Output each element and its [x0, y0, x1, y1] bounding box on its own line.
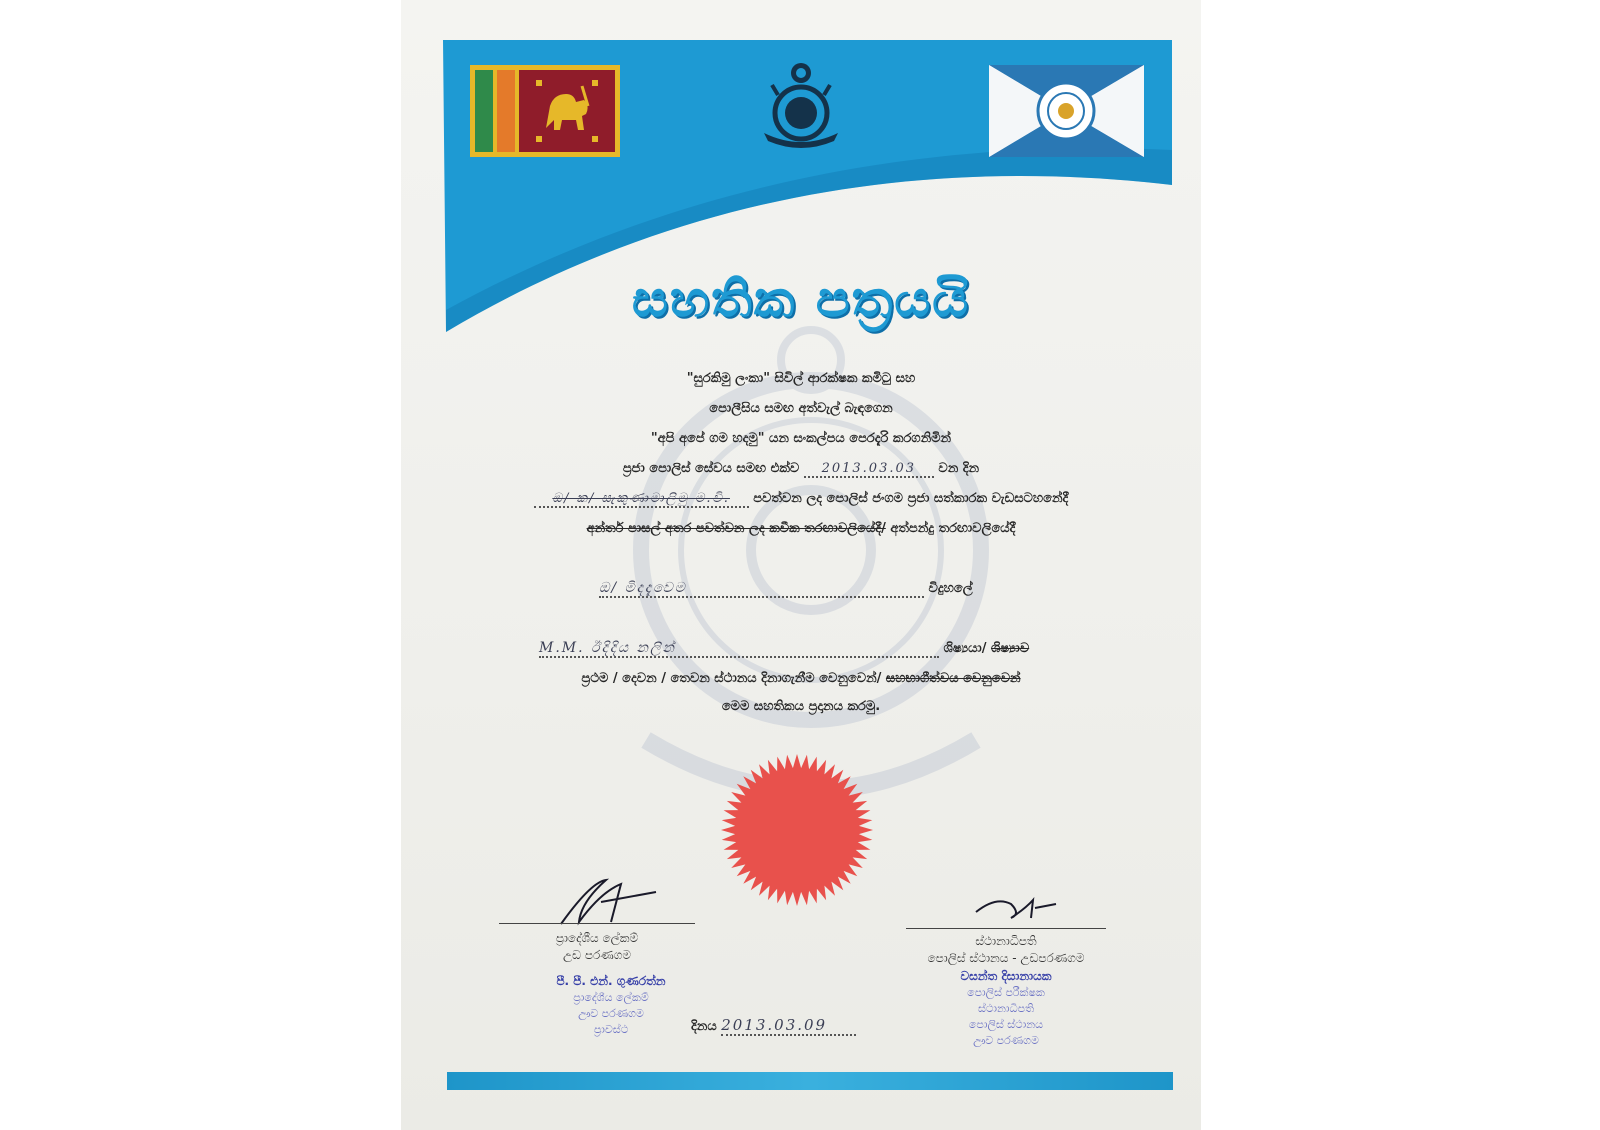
event-date-prefix: ප්‍රජා පොලිස් සේවය සමඟ එක්ව [622, 461, 800, 476]
left-stamp-block [511, 990, 711, 1038]
right-stamp-line: පොලිස් ස්ථානය [968, 1018, 1044, 1031]
school-value: ඔ/ මිදදැ‍වෙම [599, 580, 924, 598]
competition-struck-text: අන්තර් පාසල් අතර පවත්වන ලද කවීක තරඟාවලියේදී/ [586, 521, 886, 536]
event-date-value: 2013.03.03 [804, 461, 934, 478]
right-stamp-block [896, 985, 1116, 1049]
right-stamp-line: ස්ථානාධිපති [977, 1002, 1035, 1015]
right-signatory-title: ස්ථානාධිපති [975, 934, 1037, 948]
school-label: විදුහලේ [928, 581, 973, 596]
event-date-suffix: වන දින [938, 461, 980, 476]
right-stamp-line: පොලිස් පරීක්ෂක [967, 986, 1045, 999]
issue-date-field [691, 1016, 856, 1036]
right-signature-icon [971, 890, 1061, 930]
right-signature-line [906, 928, 1106, 929]
placement-kept-text: ප්‍රථම / දෙවන / තෙවන ස්ථානය දිනාගැනීම වෙනුවෙන්/ [581, 671, 882, 686]
event-date-line [401, 461, 1201, 478]
left-signatory-block [499, 930, 695, 964]
left-stamp-line: ඌව පරණගම [578, 1007, 644, 1020]
flag-green-stripe [475, 70, 493, 152]
body-line-3: "අපි අපේ ගම හදමු" යන සංකල්පය පෙරදැරි කරගනිමින් [650, 431, 952, 446]
flag-lion-field [519, 70, 615, 152]
competition-kept-text: අත්පන්දු තරඟාවලියේදී [890, 521, 1016, 536]
venue-line [401, 491, 1201, 508]
left-signature-line [499, 923, 695, 924]
venue-value: ඔ/ ක/ සැකුණාමාලිමු ම.වි. [534, 491, 749, 508]
right-stamp-name: වසන්ත දිසානායක [960, 969, 1052, 983]
placement-line [401, 671, 1201, 686]
left-stamp-line: ප්‍රාවස්ථ [593, 1023, 629, 1036]
student-field [539, 640, 1029, 658]
police-emblem-icon [756, 55, 846, 155]
issue-date-value: 2013.03.09 [721, 1016, 856, 1036]
left-signatory-title: ප්‍රාදේශීය ලේකම් [555, 931, 639, 945]
left-stamp-line: ප්‍රාදේශීය ලේකම් [573, 991, 649, 1004]
placement-struck-text: සහභාගීත්වය වෙනුවෙන් [885, 671, 1021, 686]
red-seal-icon [719, 752, 875, 908]
closing-line: මෙම සහතිකය ප්‍රදානය කරමු. [721, 699, 881, 714]
left-signatory-office: උඩ පරණගම [563, 948, 631, 962]
lion-icon [532, 76, 602, 146]
footer-bar [447, 1072, 1173, 1090]
right-signatory-office: පොලිස් ස්ථානය - උඩපරණගම [927, 951, 1085, 965]
sri-lanka-flag-icon [470, 65, 620, 157]
student-value: M.M. ඊදිදිය නලින් [539, 640, 939, 658]
competition-line [401, 521, 1201, 536]
left-stamp-name: පී. පී. එන්. ගුණරත්න [556, 974, 666, 988]
school-field [599, 580, 973, 598]
certificate-paper [401, 0, 1201, 1130]
right-signatory-block [896, 933, 1116, 967]
issue-date-label: දිනය [691, 1019, 717, 1034]
certificate-title: සහතික පත්‍රයයි [631, 270, 971, 328]
flag-orange-stripe [497, 70, 515, 152]
student-label: ශිෂ්‍යයා/ [943, 641, 987, 656]
body-line-1: "සුරකිමු ලංකා" සිවිල් ආරක්ෂක කමිටු සහ [686, 371, 916, 386]
student-struck-label: ශිෂ්‍යාව [991, 641, 1030, 656]
right-stamp-line: ඌව පරණගම [973, 1034, 1039, 1047]
body-line-2: පොලීසිය සමඟ අත්වැල් බැඳගෙන [709, 401, 893, 416]
venue-suffix: පවත්වන ලද පොලිස් ජංගම ප්‍රජා සත්කාරක වැඩසටහනේදී [753, 491, 1069, 506]
police-flag-icon [989, 65, 1144, 157]
